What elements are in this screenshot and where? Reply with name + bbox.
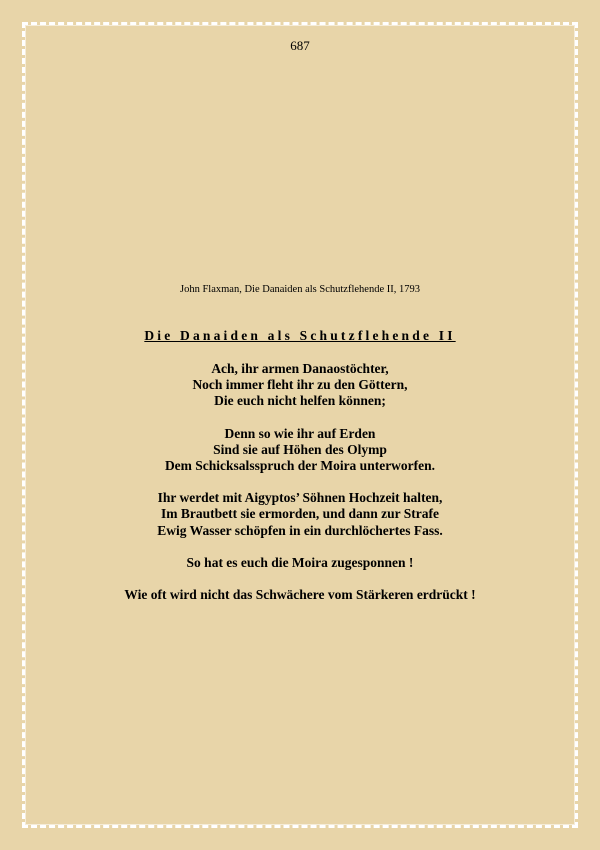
poem-line: Ach, ihr armen Danaostöchter, — [211, 361, 389, 376]
page-number: 687 — [290, 38, 310, 53]
poem-line: Ewig Wasser schöpfen in ein durchlöchertes Fass. — [157, 522, 443, 538]
stanza — [0, 587, 600, 603]
poem-body — [0, 361, 600, 619]
stanza — [0, 490, 600, 539]
poem-line: Dem Schicksalsspruch der Moira unterworfen. — [164, 458, 436, 474]
poem-line: Denn so wie ihr auf Erden — [224, 425, 376, 441]
poem-line: Sind sie auf Höhen des Olymp — [213, 441, 387, 457]
poem-line: Wie oft wird nicht das Schwächere vom Stärkeren erdrückt ! — [124, 587, 476, 603]
poem-line: Ihr werdet mit Aigyptos’ Söhnen Hochzeit halten, — [157, 490, 443, 506]
image-caption: John Flaxman, Die Danaiden als Schutzflehende II, 1793 — [180, 284, 420, 295]
stanza — [0, 426, 600, 475]
stanza — [0, 555, 600, 571]
poem-line: So hat es euch die Moira zugesponnen ! — [186, 554, 414, 570]
stanza — [0, 361, 600, 410]
poem-line: Noch immer fleht ihr zu den Göttern, — [192, 377, 408, 393]
poem-title: Die Danaiden als Schutzflehende II — [144, 328, 456, 343]
poem-line: Im Brautbett sie ermorden, und dann zur Strafe — [161, 506, 439, 522]
poem-line: Die euch nicht helfen können; — [214, 393, 386, 409]
